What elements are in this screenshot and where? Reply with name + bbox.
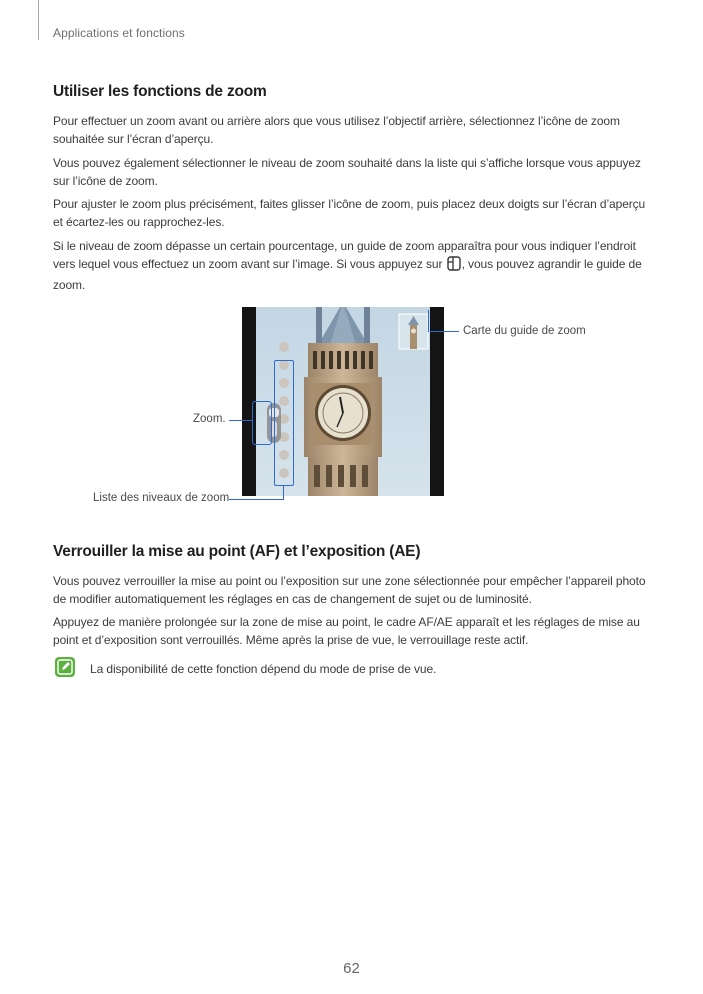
paragraph-text: Si le niveau de zoom dépasse un certain pourcentage, un guide de zoom apparaîtra pour vous indiquer l’endroit vers lequel vous effectuez un zoom avant sur l’image. Si vous appuyez sur	[53, 239, 636, 271]
section-title-af-ae: Verrouiller la mise au point (AF) et l’exposition (AE)	[53, 543, 421, 560]
running-head: Applications et fonctions	[53, 26, 185, 40]
paragraph-text: , vous pouvez agrandir le guide de zoom.	[53, 257, 642, 292]
callout-zoom-levels-list: Liste des niveaux de zoom	[93, 492, 230, 504]
paragraph: Vous pouvez également sélectionner le niveau de zoom souhaité dans la liste qui s’affiche lorsque vous appuyez sur l’icône de zoom.	[53, 156, 641, 188]
callout-zoom: Zoom.	[193, 413, 226, 425]
running-head-rule	[38, 0, 39, 40]
callout-line	[229, 420, 252, 421]
paragraph: Pour ajuster le zoom plus précisément, faites glisser l’icône de zoom, puis placez deux doigts sur l’écran d’aperçu et écartez-les ou rapprochez-les.	[53, 197, 646, 229]
map-highlight	[428, 310, 429, 332]
paragraph: Pour effectuer un zoom avant ou arrière alors que vous utilisez l’objectif arrière, sélectionnez l’icône de zoom souhaitée sur l’écran d’aperçu.	[53, 114, 620, 146]
zoom-levels-highlight	[274, 360, 294, 486]
zoom-guide-expand-icon	[447, 256, 461, 276]
section-title-zoom: Utiliser les fonctions de zoom	[53, 83, 267, 100]
paragraph	[53, 237, 653, 294]
page-number: 62	[343, 960, 360, 977]
paragraph: Appuyez de manière prolongée sur la zone de mise au point, le cadre AF/AE apparaît et les réglages de mise au point et d’exposition sont verrouillés. Même après la prise de vue, le verrouillage reste actif.	[53, 615, 640, 647]
note-text: La disponibilité de cette fonction dépend du mode de prise de vue.	[90, 662, 437, 676]
paragraph: Vous pouvez verrouiller la mise au point ou l’exposition sur une zone sélectionnée pour empêcher l’appareil photo de modifier automatiquement les réglages en cas de changement de sujet ou de luminosité.	[53, 574, 646, 606]
callout-line	[283, 485, 284, 499]
callout-line	[430, 331, 459, 332]
camera-preview-figure	[242, 307, 444, 496]
zoom-highlight	[252, 401, 272, 445]
callout-zoom-guide-map: Carte du guide de zoom	[463, 325, 586, 337]
callout-line	[229, 499, 284, 500]
pencil-note-icon	[55, 657, 75, 677]
